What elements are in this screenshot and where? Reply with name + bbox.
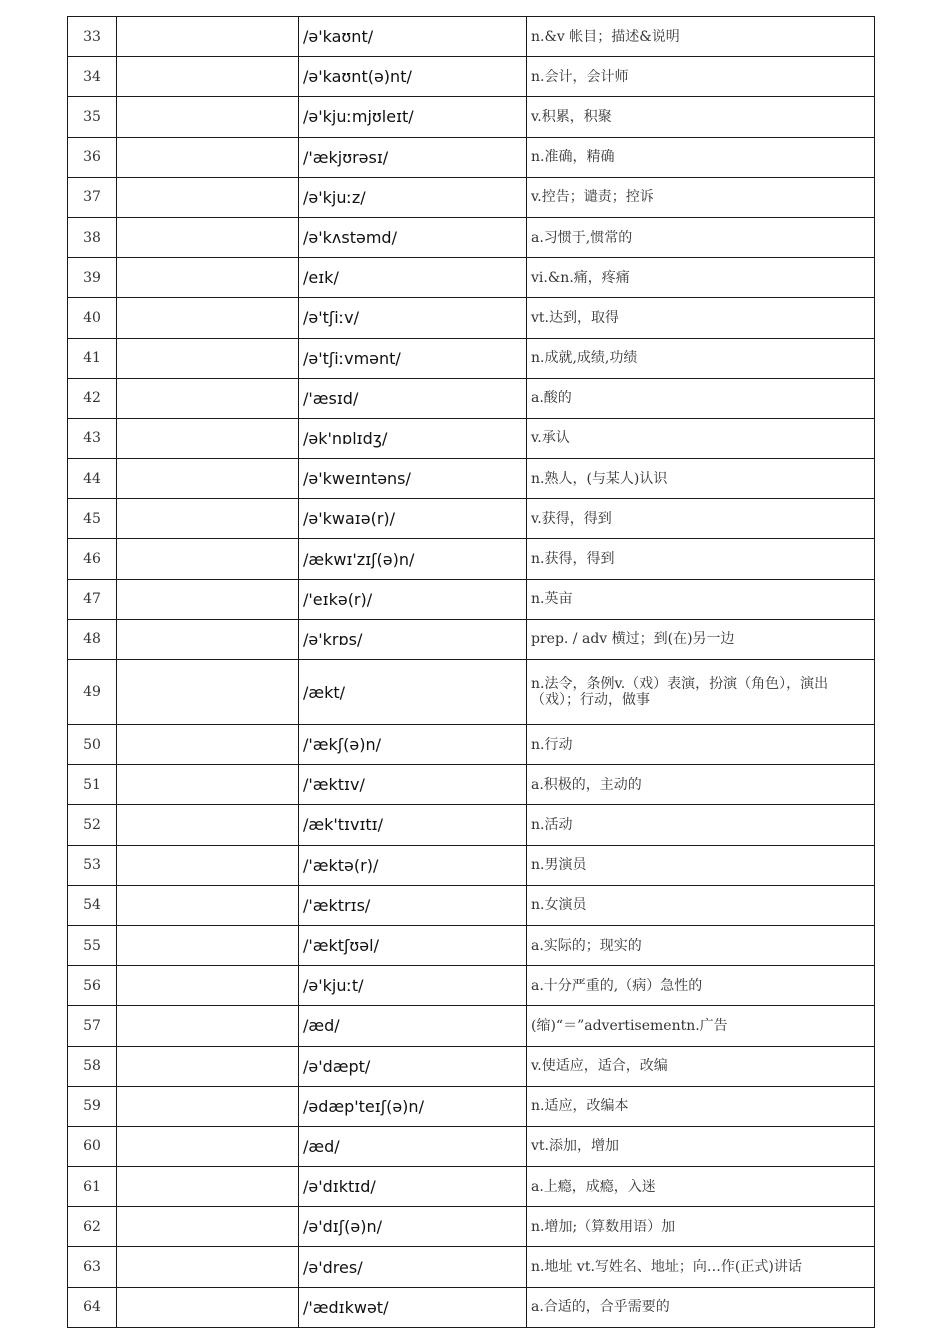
word-cell xyxy=(117,418,299,458)
word-cell xyxy=(117,17,299,57)
row-number: 46 xyxy=(68,539,117,579)
phonetic-cell: /ə'kwaɪə(r)/ xyxy=(299,499,527,539)
meaning-cell: v.获得，得到 xyxy=(527,499,875,539)
meaning-cell: n.行动 xyxy=(527,725,875,765)
table-row xyxy=(68,217,875,257)
row-number: 58 xyxy=(68,1046,117,1086)
meaning-cell: n.法令，条例v.（戏）表演，扮演（角色），演出（戏）；行动，做事 xyxy=(527,660,875,725)
word-cell xyxy=(117,97,299,137)
word-cell xyxy=(117,845,299,885)
meaning-cell: n.女演员 xyxy=(527,885,875,925)
phonetic-cell: /æk'tɪvɪtɪ/ xyxy=(299,805,527,845)
row-number: 49 xyxy=(68,660,117,725)
table-row xyxy=(68,966,875,1006)
meaning-cell: v.控告；谴责；控诉 xyxy=(527,177,875,217)
row-number: 60 xyxy=(68,1126,117,1166)
word-cell xyxy=(117,1247,299,1287)
word-cell xyxy=(117,1207,299,1247)
phonetic-cell: /ə'dɪktɪd/ xyxy=(299,1167,527,1207)
meaning-cell: n.准确，精确 xyxy=(527,137,875,177)
meaning-cell: n.&v 帐目；描述&说明 xyxy=(527,17,875,57)
meaning-cell: vt.添加，增加 xyxy=(527,1126,875,1166)
word-cell xyxy=(117,966,299,1006)
row-number: 57 xyxy=(68,1006,117,1046)
word-cell xyxy=(117,765,299,805)
phonetic-cell: /'æktʃʊəl/ xyxy=(299,925,527,965)
row-number: 63 xyxy=(68,1247,117,1287)
row-number: 45 xyxy=(68,499,117,539)
word-cell xyxy=(117,660,299,725)
word-cell xyxy=(117,805,299,845)
row-number: 42 xyxy=(68,378,117,418)
table-row xyxy=(68,1287,875,1327)
row-number: 51 xyxy=(68,765,117,805)
meaning-cell: n.熟人，(与某人)认识 xyxy=(527,459,875,499)
meaning-cell: prep. / adv 横过；到(在)另一边 xyxy=(527,619,875,659)
meaning-cell: a.合适的，合乎需要的 xyxy=(527,1287,875,1327)
table-row xyxy=(68,298,875,338)
phonetic-cell: /ə'kaʊnt(ə)nt/ xyxy=(299,57,527,97)
row-number: 39 xyxy=(68,258,117,298)
word-cell xyxy=(117,539,299,579)
row-number: 54 xyxy=(68,885,117,925)
phonetic-cell: /'æktrɪs/ xyxy=(299,885,527,925)
meaning-cell: n.男演员 xyxy=(527,845,875,885)
vocabulary-table xyxy=(67,16,875,1328)
row-number: 50 xyxy=(68,725,117,765)
phonetic-cell: /ə'krɒs/ xyxy=(299,619,527,659)
row-number: 62 xyxy=(68,1207,117,1247)
phonetic-cell: /eɪk/ xyxy=(299,258,527,298)
table-row xyxy=(68,1167,875,1207)
word-cell xyxy=(117,258,299,298)
row-number: 55 xyxy=(68,925,117,965)
phonetic-cell: /ə'kjuːmjʊleɪt/ xyxy=(299,97,527,137)
phonetic-cell: /'ækʃ(ə)n/ xyxy=(299,725,527,765)
word-cell xyxy=(117,1086,299,1126)
meaning-cell: v.积累，积聚 xyxy=(527,97,875,137)
meaning-cell: vt.达到，取得 xyxy=(527,298,875,338)
word-cell xyxy=(117,298,299,338)
word-cell xyxy=(117,499,299,539)
table-row xyxy=(68,539,875,579)
row-number: 47 xyxy=(68,579,117,619)
meaning-cell: a.实际的；现实的 xyxy=(527,925,875,965)
meaning-cell: n.英亩 xyxy=(527,579,875,619)
vocabulary-table-body xyxy=(68,17,875,1328)
phonetic-cell: /ədæp'teɪʃ(ə)n/ xyxy=(299,1086,527,1126)
table-row xyxy=(68,418,875,458)
table-row xyxy=(68,97,875,137)
phonetic-cell: /ækwɪ'zɪʃ(ə)n/ xyxy=(299,539,527,579)
table-row xyxy=(68,1086,875,1126)
meaning-cell: a.酸的 xyxy=(527,378,875,418)
row-number: 56 xyxy=(68,966,117,1006)
phonetic-cell: /'æsɪd/ xyxy=(299,378,527,418)
word-cell xyxy=(117,459,299,499)
word-cell xyxy=(117,57,299,97)
phonetic-cell: /ə'dæpt/ xyxy=(299,1046,527,1086)
meaning-cell: n.成就,成绩,功绩 xyxy=(527,338,875,378)
word-cell xyxy=(117,1006,299,1046)
table-row xyxy=(68,925,875,965)
word-cell xyxy=(117,1046,299,1086)
meaning-cell: a.习惯于,惯常的 xyxy=(527,217,875,257)
row-number: 44 xyxy=(68,459,117,499)
phonetic-cell: /'æktə(r)/ xyxy=(299,845,527,885)
row-number: 41 xyxy=(68,338,117,378)
word-cell xyxy=(117,137,299,177)
row-number: 38 xyxy=(68,217,117,257)
row-number: 48 xyxy=(68,619,117,659)
meaning-cell: a.十分严重的,（病）急性的 xyxy=(527,966,875,1006)
word-cell xyxy=(117,619,299,659)
table-row xyxy=(68,1207,875,1247)
meaning-cell: n.活动 xyxy=(527,805,875,845)
phonetic-cell: /ə'dɪʃ(ə)n/ xyxy=(299,1207,527,1247)
row-number: 64 xyxy=(68,1287,117,1327)
word-cell xyxy=(117,338,299,378)
meaning-cell: n.增加;（算数用语）加 xyxy=(527,1207,875,1247)
table-row xyxy=(68,499,875,539)
phonetic-cell: /ə'kweɪntəns/ xyxy=(299,459,527,499)
table-row xyxy=(68,579,875,619)
meaning-cell: (缩)“＝”advertisementn.广告 xyxy=(527,1006,875,1046)
word-cell xyxy=(117,1167,299,1207)
word-cell xyxy=(117,1287,299,1327)
word-cell xyxy=(117,925,299,965)
phonetic-cell: /ə'kʌstəmd/ xyxy=(299,217,527,257)
row-number: 59 xyxy=(68,1086,117,1126)
table-row xyxy=(68,1046,875,1086)
phonetic-cell: /ək'nɒlɪdʒ/ xyxy=(299,418,527,458)
table-row xyxy=(68,57,875,97)
table-row xyxy=(68,660,875,725)
phonetic-cell: /'æktɪv/ xyxy=(299,765,527,805)
word-cell xyxy=(117,217,299,257)
phonetic-cell: /ə'dres/ xyxy=(299,1247,527,1287)
row-number: 37 xyxy=(68,177,117,217)
table-row xyxy=(68,1006,875,1046)
row-number: 53 xyxy=(68,845,117,885)
row-number: 35 xyxy=(68,97,117,137)
word-cell xyxy=(117,177,299,217)
table-row xyxy=(68,765,875,805)
phonetic-cell: /ækt/ xyxy=(299,660,527,725)
table-row xyxy=(68,845,875,885)
word-cell xyxy=(117,378,299,418)
table-row xyxy=(68,338,875,378)
word-cell xyxy=(117,725,299,765)
row-number: 34 xyxy=(68,57,117,97)
table-row xyxy=(68,1126,875,1166)
phonetic-cell: /ə'kjuːz/ xyxy=(299,177,527,217)
table-row xyxy=(68,177,875,217)
row-number: 36 xyxy=(68,137,117,177)
meaning-cell: n.地址 vt.写姓名、地址；向…作(正式)讲话 xyxy=(527,1247,875,1287)
meaning-cell: v.承认 xyxy=(527,418,875,458)
row-number: 40 xyxy=(68,298,117,338)
phonetic-cell: /'ækjʊrəsɪ/ xyxy=(299,137,527,177)
word-cell xyxy=(117,885,299,925)
meaning-cell: n.适应，改编本 xyxy=(527,1086,875,1126)
row-number: 43 xyxy=(68,418,117,458)
meaning-cell: a.积极的，主动的 xyxy=(527,765,875,805)
meaning-cell: a.上瘾，成瘾，入迷 xyxy=(527,1167,875,1207)
table-row xyxy=(68,725,875,765)
table-row xyxy=(68,805,875,845)
table-row xyxy=(68,378,875,418)
meaning-cell: n.获得，得到 xyxy=(527,539,875,579)
phonetic-cell: /'ædɪkwət/ xyxy=(299,1287,527,1327)
row-number: 52 xyxy=(68,805,117,845)
meaning-cell: v.使适应，适合，改编 xyxy=(527,1046,875,1086)
phonetic-cell: /ə'kjuːt/ xyxy=(299,966,527,1006)
table-row xyxy=(68,1247,875,1287)
table-row xyxy=(68,459,875,499)
phonetic-cell: /æd/ xyxy=(299,1126,527,1166)
word-cell xyxy=(117,579,299,619)
row-number: 33 xyxy=(68,17,117,57)
table-row xyxy=(68,137,875,177)
word-cell xyxy=(117,1126,299,1166)
table-row xyxy=(68,885,875,925)
table-row xyxy=(68,17,875,57)
phonetic-cell: /ə'kaʊnt/ xyxy=(299,17,527,57)
phonetic-cell: /æd/ xyxy=(299,1006,527,1046)
row-number: 61 xyxy=(68,1167,117,1207)
meaning-cell: vi.&n.痛，疼痛 xyxy=(527,258,875,298)
phonetic-cell: /ə'tʃiːvmənt/ xyxy=(299,338,527,378)
phonetic-cell: /ə'tʃiːv/ xyxy=(299,298,527,338)
meaning-cell: n.会计，会计师 xyxy=(527,57,875,97)
table-row xyxy=(68,258,875,298)
phonetic-cell: /'eɪkə(r)/ xyxy=(299,579,527,619)
table-row xyxy=(68,619,875,659)
